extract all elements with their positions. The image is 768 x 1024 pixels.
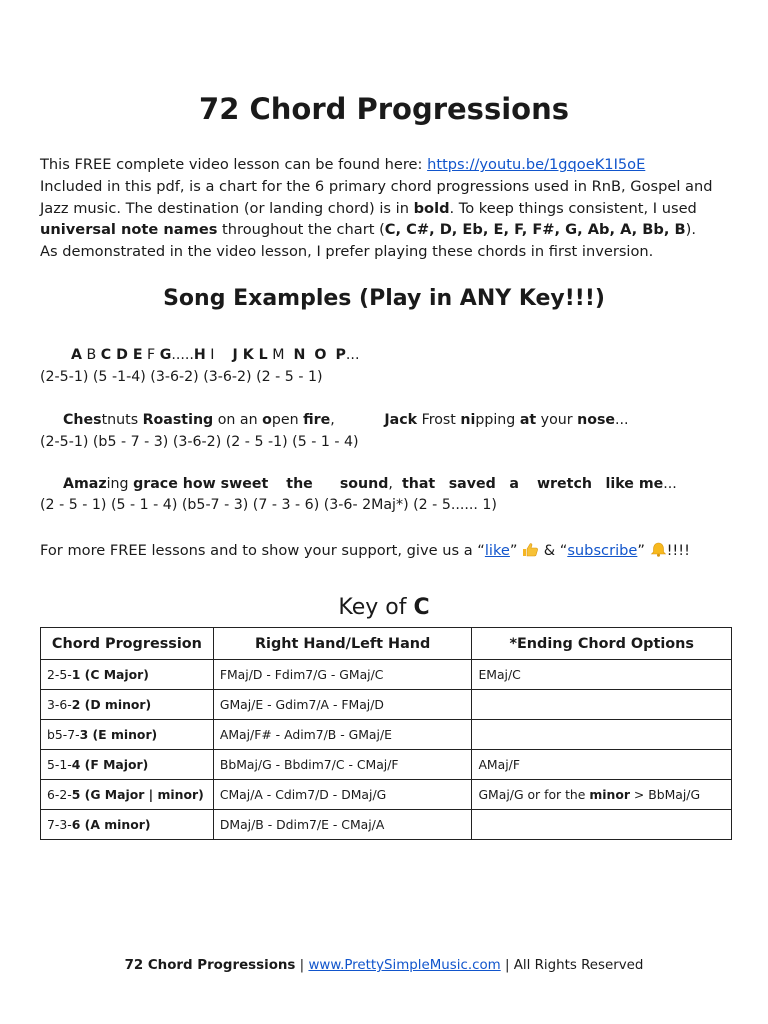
table-header-row	[41, 628, 732, 660]
song-1-lyrics: A B C D E F G.....H I J K L M N O P...	[71, 347, 360, 363]
progression-cell: b5-7-3 (E minor)	[41, 720, 214, 750]
table-row	[41, 810, 732, 840]
voicing-cell: FMaj/D - Fdim7/G - GMaj/C	[213, 660, 472, 690]
song-2-numbers: (2-5-1) (b5 - 7 - 3) (3-6-2) (2 - 5 -1) (5 - 1 - 4)	[40, 434, 359, 450]
chord-table	[40, 627, 732, 840]
section-subtitle: Song Examples (Play in ANY Key!!!)	[163, 286, 605, 311]
progression-cell: 3-6-2 (D minor)	[41, 690, 214, 720]
header-ending-chord: *Ending Chord Options	[472, 628, 732, 660]
thumbs-up-icon	[522, 542, 539, 557]
intro-text: This FREE complete video lesson can be found here:	[40, 156, 428, 173]
header-chord-progression: Chord Progression	[41, 628, 214, 660]
header-right-left-hand: Right Hand/Left Hand	[213, 628, 472, 660]
ending-cell	[472, 690, 732, 720]
ending-cell: EMaj/C	[472, 660, 732, 690]
voicing-cell: GMaj/E - Gdim7/A - FMaj/D	[213, 690, 472, 720]
intro-line-5: As demonstrated in the video lesson, I prefer playing these chords in first inversion.	[40, 243, 654, 260]
voicing-cell: DMaj/B - Ddim7/E - CMaj/A	[213, 810, 472, 840]
song-1-numbers: (2-5-1) (5 -1-4) (3-6-2) (3-6-2) (2 - 5 - 1)	[40, 369, 323, 385]
ending-cell: AMaj/F	[472, 750, 732, 780]
ending-cell	[472, 720, 732, 750]
bell-icon	[650, 542, 667, 557]
intro-line-2: Included in this pdf, is a chart for the 6 primary chord progressions used in RnB, Gospel and	[40, 178, 713, 195]
song-3-lyrics: Amazing grace how sweet the sound, that saved a wretch like me...	[63, 476, 677, 492]
table-row	[41, 690, 732, 720]
table-row	[41, 780, 732, 810]
progression-cell: 7-3-6 (A minor)	[41, 810, 214, 840]
page-footer: 72 Chord Progressions | www.PrettySimpleMusic.com | All Rights Reserved	[124, 958, 644, 973]
table-row	[41, 660, 732, 690]
ending-cell: GMaj/G or for the minor > BbMaj/G	[472, 780, 732, 810]
key-heading: Key of C	[338, 595, 430, 620]
table-row	[41, 720, 732, 750]
voicing-cell: CMaj/A - Cdim7/D - DMaj/G	[213, 780, 472, 810]
progression-cell: 5-1-4 (F Major)	[41, 750, 214, 780]
page-title: 72 Chord Progressions	[199, 92, 569, 126]
like-link[interactable]: like	[484, 542, 510, 559]
progression-cell: 6-2-5 (G Major | minor)	[41, 780, 214, 810]
ending-cell	[472, 810, 732, 840]
voicing-cell: BbMaj/G - Bbdim7/C - CMaj/F	[213, 750, 472, 780]
subscribe-link[interactable]: subscribe	[567, 542, 638, 559]
intro-line-3: Jazz music. The destination (or landing chord) is in bold. To keep things consistent, I used	[40, 200, 697, 217]
song-2-lyrics: Chestnuts Roasting on an open fire, Jack Frost nipping at your nose...	[63, 412, 629, 428]
progression-cell: 2-5-1 (C Major)	[41, 660, 214, 690]
support-line: For more FREE lessons and to show your support, give us a “like” & “subscribe” !!!!	[40, 542, 690, 559]
table-row	[41, 750, 732, 780]
voicing-cell: AMaj/F# - Adim7/B - GMaj/E	[213, 720, 472, 750]
website-link[interactable]: www.PrettySimpleMusic.com	[308, 958, 501, 973]
intro-line-4: universal note names throughout the chart (C, C#, D, Eb, E, F, F#, G, Ab, A, Bb, B).	[40, 221, 696, 238]
intro-line-1	[40, 154, 645, 176]
youtube-link[interactable]: https://youtu.be/1gqoeK1I5oE	[427, 156, 646, 173]
song-3-numbers: (2 - 5 - 1) (5 - 1 - 4) (b5-7 - 3) (7 - 3 - 6) (3-6- 2Maj*) (2 - 5...... 1)	[40, 497, 497, 513]
